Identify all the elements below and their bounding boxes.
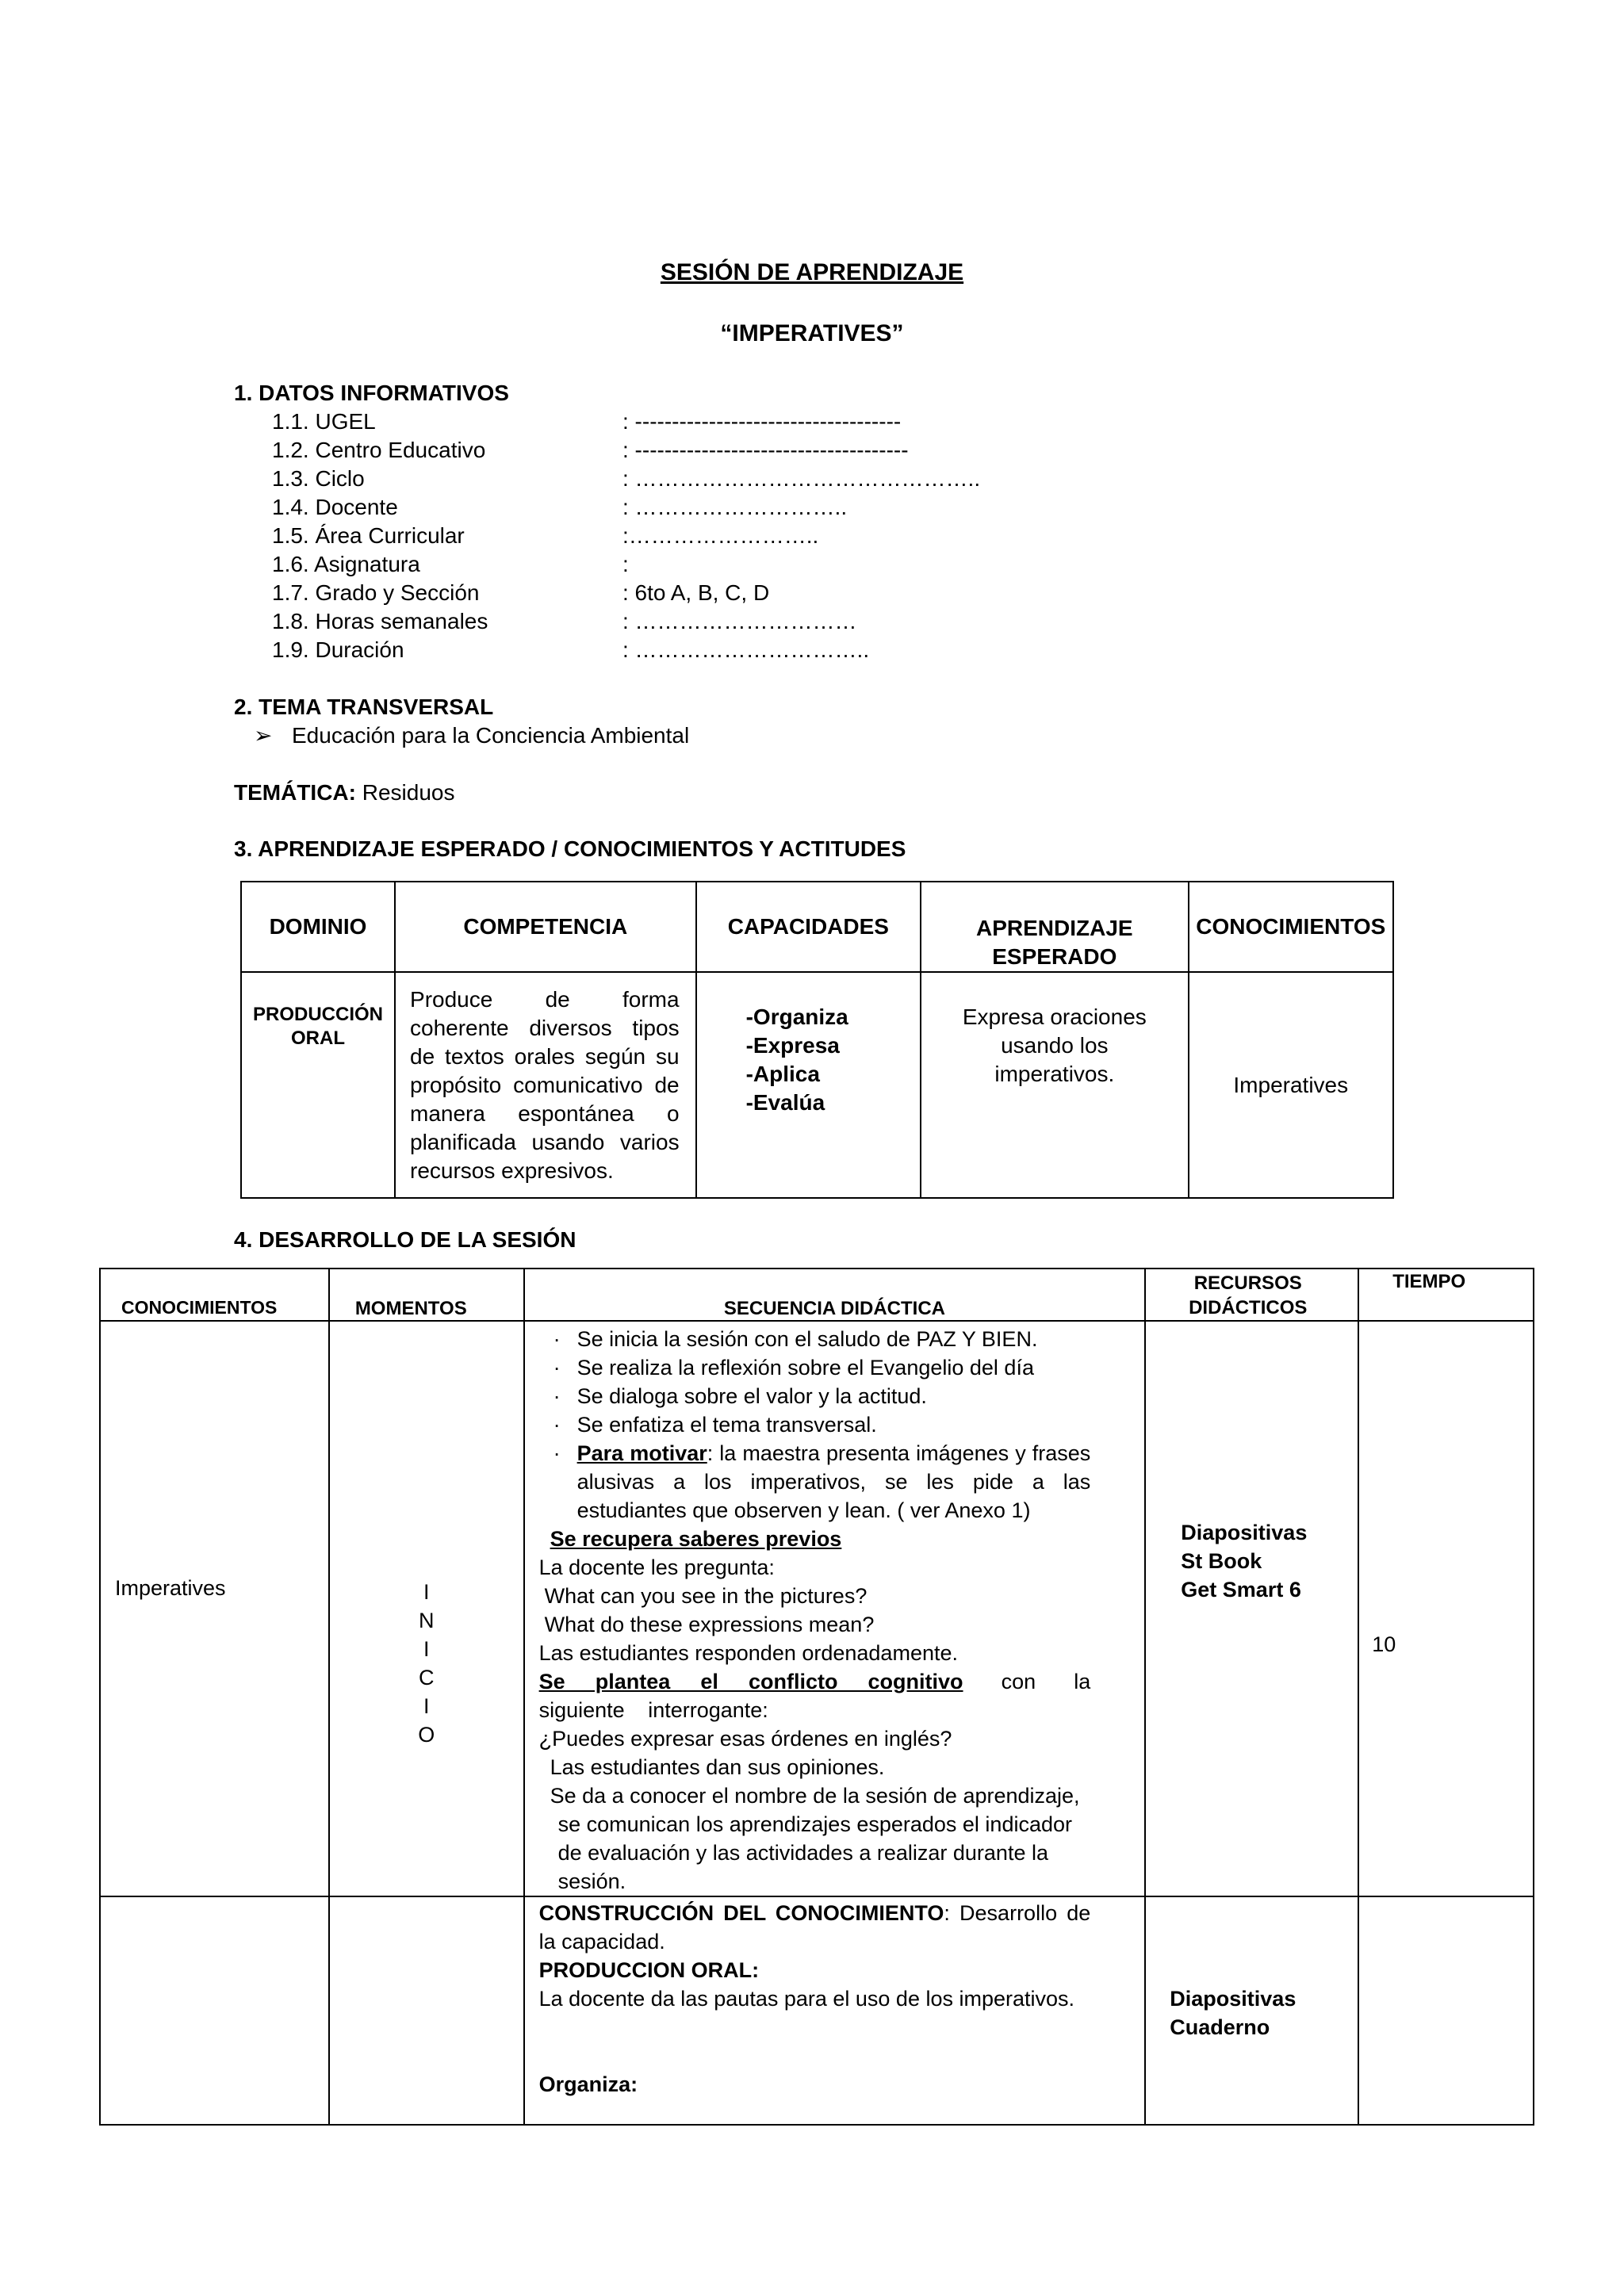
row1-recursos (1145, 1321, 1358, 1896)
seq-bullet-text: Se inicia la sesión con el saludo de PAZ Y BIEN. (576, 1327, 1038, 1351)
seq-bullet-item (539, 1382, 1091, 1410)
construccion-text: : Desarrollo de la capacidad. (538, 1901, 1091, 1954)
recurso-get-smart: Get Smart 6 (1181, 1578, 1301, 1601)
competencia-cell: Produce de forma coherente diversos tipos de textos orales según su propósito comunicativo de manera espontánea o planificada usando varios recursos expresivos. (395, 972, 696, 1198)
seq-motivar (539, 1439, 1091, 1525)
row2-recursos (1145, 1896, 1358, 2125)
organiza-label: Organiza: (538, 2072, 638, 2096)
momento-letter: C (418, 1666, 435, 1689)
construccion-label: CONSTRUCCIÓN DEL CONOCIMIENTO (538, 1901, 944, 1925)
opiniones: Las estudiantes dan sus opiniones. (550, 1755, 885, 1779)
inicio-letters (330, 1578, 523, 1749)
aprendizaje-table (240, 881, 1394, 1199)
recurso-diapositivas-2: Diapositivas (1170, 1987, 1297, 2011)
datos-item-label: 1.6. Asignatura (272, 552, 420, 576)
th-recursos: RECURSOS DIDÁCTICOS (1145, 1269, 1358, 1321)
datos-heading: 1. DATOS INFORMATIVOS (234, 381, 509, 405)
datos-item-value: : (622, 552, 629, 576)
th-aprendizaje-esperado: APRENDIZAJE ESPERADO (921, 882, 1188, 972)
datos-item-label: 1.1. UGEL (272, 409, 376, 434)
tema-heading: 2. TEMA TRANSVERSAL (234, 695, 494, 719)
construccion (539, 1899, 1091, 1956)
pregunta-es: ¿Puedes expresar esas órdenes en inglés? (538, 1727, 952, 1751)
row1-tiempo: 10 (1358, 1321, 1534, 1896)
seq-bullet-item (539, 1325, 1091, 1353)
nombre-sesion: Se da a conocer el nombre de la sesión de aprendizaje, (550, 1784, 1080, 1808)
datos-item-label: 1.8. Horas semanales (272, 609, 488, 633)
seq-bullets (539, 1325, 1091, 1439)
tematica (234, 779, 455, 807)
datos-item-value: : ……………………………………….. (622, 466, 981, 491)
conflicto (539, 1667, 1091, 1724)
momento-letter: I (423, 1580, 430, 1604)
datos-item-label: 1.4. Docente (272, 495, 398, 519)
th-tiempo: TIEMPO (1358, 1269, 1534, 1321)
momento-letter: I (423, 1694, 430, 1718)
saberes-label: Se recupera saberes previos (550, 1527, 842, 1551)
session-topic: “IMPERATIVES” (720, 320, 904, 346)
aprendizaje-esperado-cell: Expresa oraciones usando los imperativos. (921, 972, 1188, 1198)
tema-item: Educación para la Conciencia Ambiental (292, 723, 690, 748)
momento-letter: I (423, 1637, 430, 1661)
desarrollo-heading: 4. DESARROLLO DE LA SESIÓN (234, 1227, 576, 1252)
th-competencia: COMPETENCIA (395, 882, 696, 972)
th-conocimientos: CONOCIMIENTOS (1189, 882, 1393, 972)
th-dominio: DOMINIO (241, 882, 395, 972)
seq-bullet-text: Se enfatiza el tema transversal. (576, 1413, 877, 1437)
seq-bullet-item (539, 1410, 1091, 1439)
conocimientos-cell: Imperatives (1189, 972, 1393, 1198)
datos-item-value: : 6to A, B, C, D (622, 580, 770, 605)
bullet-dot-icon: · (553, 1384, 561, 1408)
recurso-diapositivas: Diapositivas (1181, 1521, 1308, 1544)
th-capacidades: CAPACIDADES (696, 882, 921, 972)
question-2: What do these expressions mean? (544, 1613, 875, 1636)
datos-item-value: : ------------------------------------- (622, 438, 909, 462)
datos-item-value: :…………………….. (622, 523, 819, 548)
motivar-label: Para motivar (576, 1441, 707, 1465)
datos-item-value: : ------------------------------------ (622, 409, 902, 434)
tematica-label: TEMÁTICA: (234, 780, 356, 805)
question-1: What can you see in the pictures? (544, 1584, 868, 1608)
bullet-dot-icon: · (553, 1441, 561, 1465)
row1-momento (329, 1321, 524, 1896)
row2-tiempo (1358, 1896, 1534, 2125)
seq-bullet-item (539, 1353, 1091, 1382)
pregunta: La docente les pregunta: (538, 1556, 775, 1579)
comunican: se comunican los aprendizajes esperados el indicador de evaluación y las actividades a realizar durante la sesión. (557, 1812, 1072, 1893)
datos-item-value: : ……………………….. (622, 495, 848, 519)
row1-secuencia (524, 1321, 1146, 1896)
datos-item-label: 1.5. Área Curricular (272, 523, 465, 548)
capacidad-evalua: -Evalúa (745, 1090, 825, 1115)
conflicto-text: con la siguiente interrogante: (538, 1670, 1091, 1722)
pautas: La docente da las pautas para el uso de los imperativos. (538, 1987, 1075, 2011)
seq-bullet-text: Se realiza la reflexión sobre el Evangelio del día (576, 1356, 1034, 1380)
datos-item-label: 1.9. Duración (272, 637, 404, 662)
recurso-st-book: St Book (1181, 1549, 1262, 1573)
row2-momento (329, 1896, 524, 2125)
seq-bullet-text: Se dialoga sobre el valor y la actitud. (576, 1384, 927, 1408)
bullet-dot-icon: · (553, 1356, 561, 1380)
th-secuencia: SECUENCIA DIDÁCTICA (524, 1269, 1146, 1321)
responden: Las estudiantes responden ordenadamente. (538, 1641, 958, 1665)
produccion-label: PRODUCCION ORAL: (538, 1958, 760, 1982)
datos-item-value: : ………………………… (622, 609, 857, 633)
datos-item-value: : ………………………….. (622, 637, 870, 662)
bullet-dot-icon: · (553, 1327, 561, 1351)
capacidades-cell (696, 972, 921, 1198)
capacidad-organiza: -Organiza (745, 1004, 848, 1029)
capacidad-aplica: -Aplica (745, 1062, 820, 1086)
tematica-value: Residuos (355, 780, 455, 805)
th-conocimientos-2: CONOCIMIENTOS (100, 1269, 329, 1321)
page-title: SESIÓN DE APRENDIZAJE (660, 259, 964, 285)
aprendizaje-heading: 3. APRENDIZAJE ESPERADO / CONOCIMIENTOS Y ACTITUDES (234, 836, 906, 861)
datos-item-label: 1.7. Grado y Sección (272, 580, 480, 605)
momento-letter: N (418, 1609, 435, 1632)
th-momentos: MOMENTOS (329, 1269, 524, 1321)
conflicto-label: Se plantea el conflicto cognitivo (538, 1670, 963, 1693)
motivar-text: : la maestra presenta imágenes y frases alusivas a los imperativos, se les pide a las estudiantes que observen y lean. ( ver Anexo 1) (576, 1441, 1091, 1522)
row2-secuencia (524, 1896, 1146, 2125)
bullet-dot-icon: · (553, 1413, 561, 1437)
datos-item-label: 1.2. Centro Educativo (272, 438, 486, 462)
desarrollo-table (99, 1268, 1534, 2126)
dominio-cell: PRODUCCIÓN ORAL (241, 972, 395, 1198)
momento-letter: O (418, 1723, 435, 1747)
recurso-cuaderno: Cuaderno (1170, 2015, 1270, 2039)
capacidad-expresa: -Expresa (745, 1033, 840, 1058)
row2-conocimientos (100, 1896, 329, 2125)
arrow-bullet-icon: ➢ (254, 723, 273, 748)
datos-item-label: 1.3. Ciclo (272, 466, 365, 491)
row1-conocimientos: Imperatives (100, 1321, 329, 1896)
